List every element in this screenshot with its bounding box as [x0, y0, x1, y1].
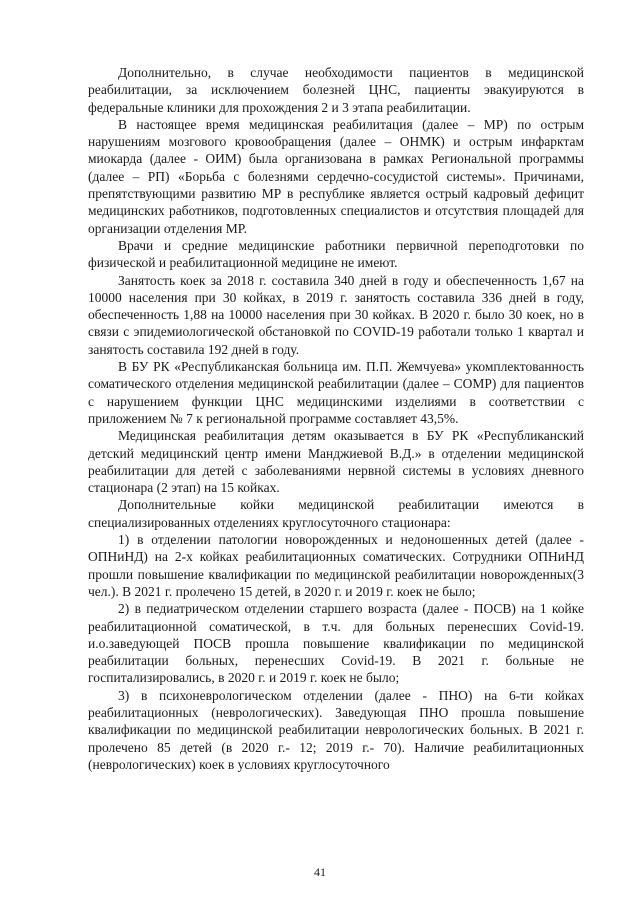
document-body	[88, 64, 584, 773]
paragraph: Врачи и средние медицинские работники первичной переподготовки по физической и реабилитационной медицине не имеют.	[88, 237, 584, 271]
paragraph: Занятость коек за 2018 г. составила 340 дней в году и обеспеченность 1,67 на 10000 населения при 30 койках, в 2019 г. занятость составила 336 дней в году, обеспеченность 1,88 на 10000 населения при 30 койках. В 2020 г. было 30 коек, но в связи с эпидемиологической обстановкой по COVID-19 работали только 1 квартал и занятость составила 192 дней в году.	[88, 272, 584, 357]
list-item: 3) в психоневрологическом отделении (далее - ПНО) на 6-ти койках реабилитационных (неврологических). Заведующая ПНО прошла повышение квалификации по медицинской реабилитации неврологических больных. В 2021 г. пролечено 85 детей (в 2020 г.- 12; 2019 г.- 70). Наличие реабилитационных (неврологических) коек в условиях круглосуточного	[88, 687, 584, 772]
paragraph: Медицинская реабилитация детям оказывается в БУ РК «Республиканский детский медицинский центр имени Манджиевой В.Д.» в отделении медицинской реабилитации для детей с заболеваниями нервной системы в условиях дневного стационара (2 этап) на 15 койках.	[88, 428, 584, 496]
paragraph: Дополнительные койки медицинской реабилитации имеются в специализированных отделениях круглосуточного стационара:	[88, 497, 584, 530]
list-item: 2) в педиатрическом отделении старшего возраста (далее - ПОСВ) на 1 койке реабилитационной соматической, в т.ч. для больных перенесших Covid-19. и.о.заведующей ПОСВ прошла повышение квалификации по медицинской реабилитации больных, перенесших Covid-19. В 2021 г. больные не госпитализировались, в 2020 г. и 2019 г. коек не было;	[88, 601, 584, 686]
page-number: 41	[314, 865, 326, 879]
paragraph: В настоящее время медицинская реабилитация (далее – МР) по острым нарушениям мозгового кровообращения (далее – ОНМК) и острым инфарктам миокарда (далее - ОИМ) была организована в рамках Региональной программы (далее – РП) «Борьба с болезнями сердечно-сосудистой системы». Причинами, препятствующими развитию МР в республике является острый кадровый дефицит медицинских работников, подготовленных специалистов и отсутствия площадей для организации отделения МР.	[88, 116, 584, 236]
paragraph: В БУ РК «Республиканская больница им. П.П. Жемчуева» укомплектованность соматического отделения медицинской реабилитации (далее – СОМР) для пациентов с нарушением функции ЦНС медицинскими изделиями в соответствии с приложением № 7 к региональной программе составляет 43,5%.	[88, 359, 584, 426]
paragraph: Дополнительно, в случае необходимости пациентов в медицинской реабилитации, за исключением болезней ЦНС, пациенты эвакуируются в федеральные клиники для прохождения 2 и 3 этапа реабилитации.	[88, 65, 584, 115]
list-item: 1) в отделении патологии новорожденных и недоношенных детей (далее - ОПНиНД) на 2-х койках реабилитационных соматических. Сотрудники ОПНиНД прошли повышение квалификации по медицинской реабилитации новорожденных(3 чел.). В 2021 г. пролечено 15 детей, в 2020 г. и 2019 г. коек не было;	[88, 532, 584, 599]
